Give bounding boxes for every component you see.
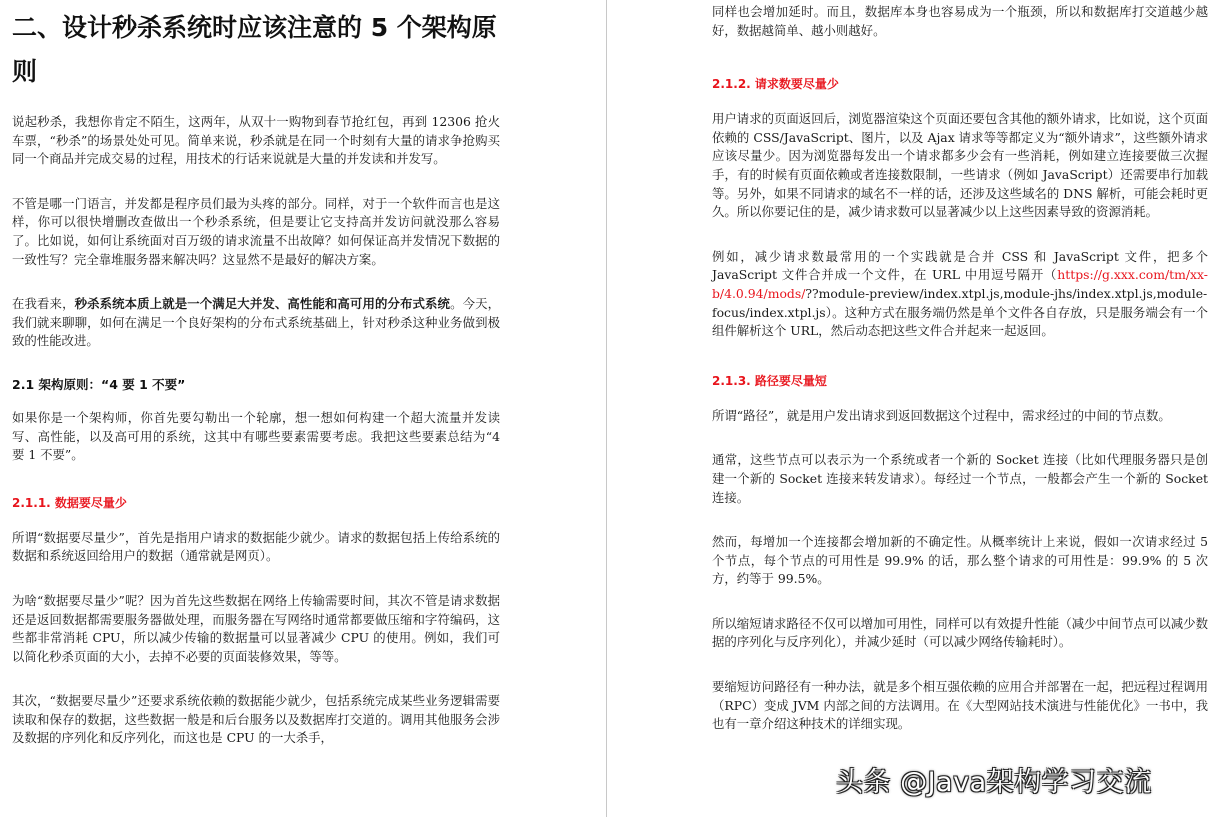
right-page-content — [712, 0, 1208, 734]
paragraph: 同样也会增加延时。而且，数据库本身也容易成为一个瓶颈，所以和数据库打交道越少越好，数据越简单、越小则越好。 — [712, 4, 1208, 38]
watermark-text: 头条 @Java架构学习交流 — [836, 767, 1152, 798]
subsection-heading-red: 2.1.1. 数据要尽量少 — [12, 495, 127, 510]
paragraph: 说起秒杀，我想你肯定不陌生，这两年，从双十一购物到春节抢红包，再到 12306 抢火车票，“秒杀”的场景处处可见。简单来说，秒杀就是在同一个时刻有大量的请求争抢购买同一个商品并完成交易的过程，用技术的行话来说就是大量的并发读和并发写。 — [12, 114, 500, 167]
text: 在我看来， — [12, 296, 75, 312]
paragraph: 然而，每增加一个连接都会增加新的不确定性。从概率统计上来说，假如一次请求经过 5 个节点，每个节点的可用性是 99.9% 的话，那么整个请求的可用性是：99.9% 的 5 次方，约等于 99.5%。 — [712, 534, 1208, 587]
text: ??module-preview/index.xtpl.js,module-jhs/index.xtpl.js,module-focus/index.xtpl.js）。这种方式在服务端仍然是单个文件各自存放，只是服务端会有一个组件解析这个 URL，然后动态把这些文件合并起来一起返回。 — [712, 285, 1208, 339]
paragraph-emphasis — [12, 295, 500, 351]
paragraph: 通常，这些节点可以表示为一个系统或者一个新的 Socket 连接（比如代理服务器只是创建一个新的 Socket 连接来转发请求）。每经过一个节点，一般都会产生一个新的 Socket 连接。 — [712, 452, 1208, 505]
bold-text: 秒杀系统本质上就是一个满足大并发、高性能和高可用的分布式系统 — [74, 296, 451, 312]
paragraph: 其次，“数据要尽量少”还要求系统依赖的数据能少就少，包括系统完成某些业务逻辑需要读取和保存的数据，这些数据一般是和后台服务以及数据库打交道的。调用其他服务会涉及数据的序列化和反序列化，而这也是 CPU 的一大杀手， — [12, 693, 500, 746]
right-page — [608, 0, 1217, 817]
paragraph: 如果你是一个架构师，你首先要勾勒出一个轮廓，想一想如何构建一个超大流量并发读写、高性能，以及高可用的系统，这其中有哪些要素需要考虑。我把这些要素总结为“4 要 1 不要”。 — [12, 409, 500, 463]
subsection-heading-red: 2.1.3. 路径要尽量短 — [712, 373, 827, 388]
paragraph: 为啥“数据要尽量少”呢？因为首先这些数据在网络上传输需要时间，其次不管是请求数据还是返回数据都需要服务器做处理，而服务器在写网络时通常都要做压缩和字符编码，这些都非常消耗 CPU，所以减少传输的数据量可以显著减少 CPU 的使用。例如，我们可以简化秒杀页面的大小，去掉不必要的页面装修效果，等等。 — [12, 592, 500, 664]
left-page — [0, 0, 606, 817]
paragraph: 用户请求的页面返回后，浏览器渲染这个页面还要包含其他的额外请求，比如说，这个页面依赖的 CSS/JavaScript、图片，以及 Ajax 请求等等都定义为“额外请求”，这些额外请求应该尽量少。因为浏览器每发出一个请求都多少会有一些消耗，例如建立连接要做三次握手，有的时候有页面依赖或者连接数限制，一些请求（例如 JavaScript）还需要串行加载等。另外，如果不同请求的域名不一样的话，还涉及这些域名的 DNS 解析，可能会耗时更久。所以你要记住的是，减少请求数可以显著减少以上这些因素导致的资源消耗。 — [712, 111, 1208, 220]
paragraph: 不管是哪一门语言，并发都是程序员们最为头疼的部分。同样，对于一个软件而言也是这样，你可以很快增删改查做出一个秒杀系统，但是要让它支持高并发访问就没那么容易了。比如说，如何让系统面对百万级的请求流量不出故障？如何保证高并发情况下数据的一致性写？完全靠堆服务器来解决吗？这显然不是最好的解决方案。 — [12, 195, 500, 267]
subsection-heading-red: 2.1.2. 请求数要尽量少 — [712, 77, 839, 92]
subsection-heading: 2.1 架构原则：“4 要 1 不要” — [12, 376, 186, 392]
paragraph: 所谓“路径”，就是用户发出请求到返回数据这个过程中，需求经过的中间的节点数。 — [712, 407, 1171, 423]
text: 。今天，我们就来聊聊，如何在满足一个良好架构的分布式系统基础上，针对秒杀这种业务做到极致的性能改进。 — [12, 296, 501, 349]
url-link[interactable]: https://g.xxx.com/tm/xx-b/4.0.94/mods/ — [712, 267, 1208, 301]
paragraph — [712, 248, 1208, 341]
left-page-content — [12, 0, 500, 748]
paragraph: 所以缩短请求路径不仅可以增加可用性，同样可以有效提升性能（减少中间节点可以减少数据的序列化与反序列化），并减少延时（可以减少网络传输耗时）。 — [712, 615, 1208, 650]
text: 例如，减少请求数最常用的一个实践就是合并 CSS 和 JavaScript 文件，把多个 JavaScript 文件合并成一个文件，在 URL 中用逗号隔开（ — [712, 248, 1208, 283]
paragraph: 所谓“数据要尽量少”，首先是指用户请求的数据能少就少。请求的数据包括上传给系统的数据和系统返回给用户的数据（通常就是网页）。 — [12, 529, 500, 564]
section-title: 二、设计秒杀系统时应该注意的 5 个架构原则 — [12, 13, 497, 86]
page-divider — [606, 0, 607, 817]
paragraph: 要缩短访问路径有一种办法，就是多个相互强依赖的应用合并部署在一起，把远程过程调用（RPC）变成 JVM 内部之间的方法调用。在《大型网站技术演进与性能优化》一书中，我也有一章介绍这种技术的详细实现。 — [712, 679, 1208, 732]
